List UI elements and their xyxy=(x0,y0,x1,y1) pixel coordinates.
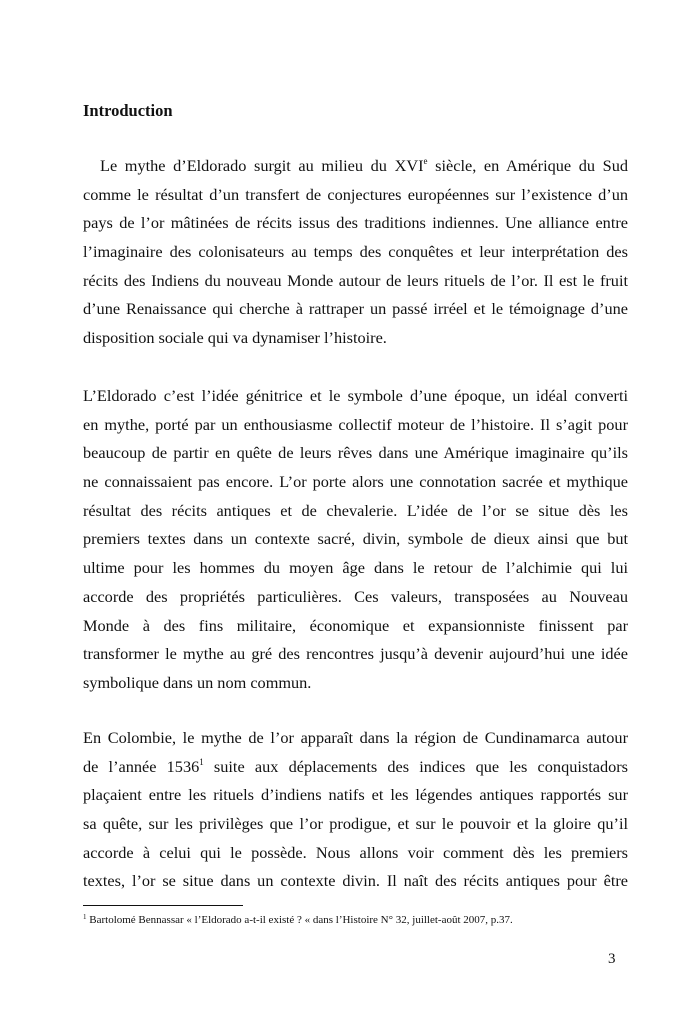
text-line: symbolique dans un nom commun. xyxy=(83,672,312,692)
text-line: d’une Renaissance qui cherche à rattraper un passé irréel et le témoignage d’une xyxy=(83,299,628,319)
text-line xyxy=(83,152,628,181)
text-line: ultime pour les hommes du moyen âge dans le retour de l’alchimie qui lui xyxy=(83,558,628,578)
text-line: résultat des récits antiques et de chevalerie. L’idée de l’or se situe dès les xyxy=(83,500,628,520)
text-line: textes, l’or se situe dans un contexte divin. Il naît des récits antiques pour être xyxy=(83,871,628,891)
paragraph-3 xyxy=(83,724,628,896)
text-line: En Colombie, le mythe de l’or apparaît dans la région de Cundinamarca autour xyxy=(83,728,628,747)
text-line: sa quête, sur les privilèges que l’or prodigue, et sur le pouvoir et la gloire qu’il xyxy=(83,814,628,834)
text-line: l’imaginaire des colonisateurs au temps des conquêtes et leur interprétation des xyxy=(83,242,628,262)
text-line: en mythe, porté par un enthousiasme collectif moteur de l’histoire. Il s’agit pour xyxy=(83,414,628,434)
footnote-number: 1 xyxy=(83,913,87,921)
text-segment: de l’année 1536 xyxy=(83,756,200,776)
text-line: pays de l’or mâtinées de récits issus des traditions indiennes. Une alliance entre xyxy=(83,213,628,233)
text-line: ne connaissaient pas encore. L’or porte alors une connotation sacrée et mythique xyxy=(83,472,628,492)
text-line: récits des Indiens du nouveau Monde autour de leurs rituels de l’or. Il est le fruit xyxy=(83,270,628,290)
text-line: transformer le mythe au gré des rencontres jusqu’à devenir aujourd’hui une idée xyxy=(83,644,628,664)
text-line: L’Eldorado c’est l’idée génitrice et le symbole d’une époque, un idéal converti xyxy=(83,386,628,405)
text-line: comme le résultat d’un transfert de conjectures européennes sur l’existence d’un xyxy=(83,184,628,204)
section-heading: Introduction xyxy=(83,101,173,120)
text-line: premiers textes dans un contexte sacré, divin, symbole de dieux ainsi que but xyxy=(83,529,628,549)
text-line: disposition sociale qui va dynamiser l’histoire. xyxy=(83,328,387,348)
paragraph-2 xyxy=(83,382,628,698)
superscript: 1 xyxy=(199,756,204,767)
footnote-separator xyxy=(83,905,243,906)
paragraph-1 xyxy=(83,152,628,353)
text-segment: suite aux déplacements des indices que les conquistadors xyxy=(203,756,628,776)
text-segment: siècle, en Amérique du Sud xyxy=(427,156,628,175)
footnote-text: Bartolomé Bennassar « l’Eldorado a-t-il existé ? « dans l’Histoire N° 32, juillet-août 2007, p.37. xyxy=(86,914,513,926)
text-line xyxy=(83,753,628,782)
text-line: plaçaient entre les rituels d’indiens natifs et les légendes antiques rapportés sur xyxy=(83,785,628,805)
text-segment: Le mythe d’Eldorado surgit au milieu du XVI xyxy=(100,156,424,175)
footnote xyxy=(83,914,513,926)
text-line: Monde à des fins militaire, économique et expansionniste finissent par xyxy=(83,615,628,635)
text-line: accorde à celui qui le possède. Nous allons voir comment dès les premiers xyxy=(83,842,628,862)
page-number: 3 xyxy=(608,951,616,967)
text-line: accorde des propriétés particulières. Ces valeurs, transposées au Nouveau xyxy=(83,586,628,606)
superscript: e xyxy=(423,156,428,166)
text-line: beaucoup de partir en quête de leurs rêves dans une Amérique imaginaire qu’ils xyxy=(83,443,628,463)
